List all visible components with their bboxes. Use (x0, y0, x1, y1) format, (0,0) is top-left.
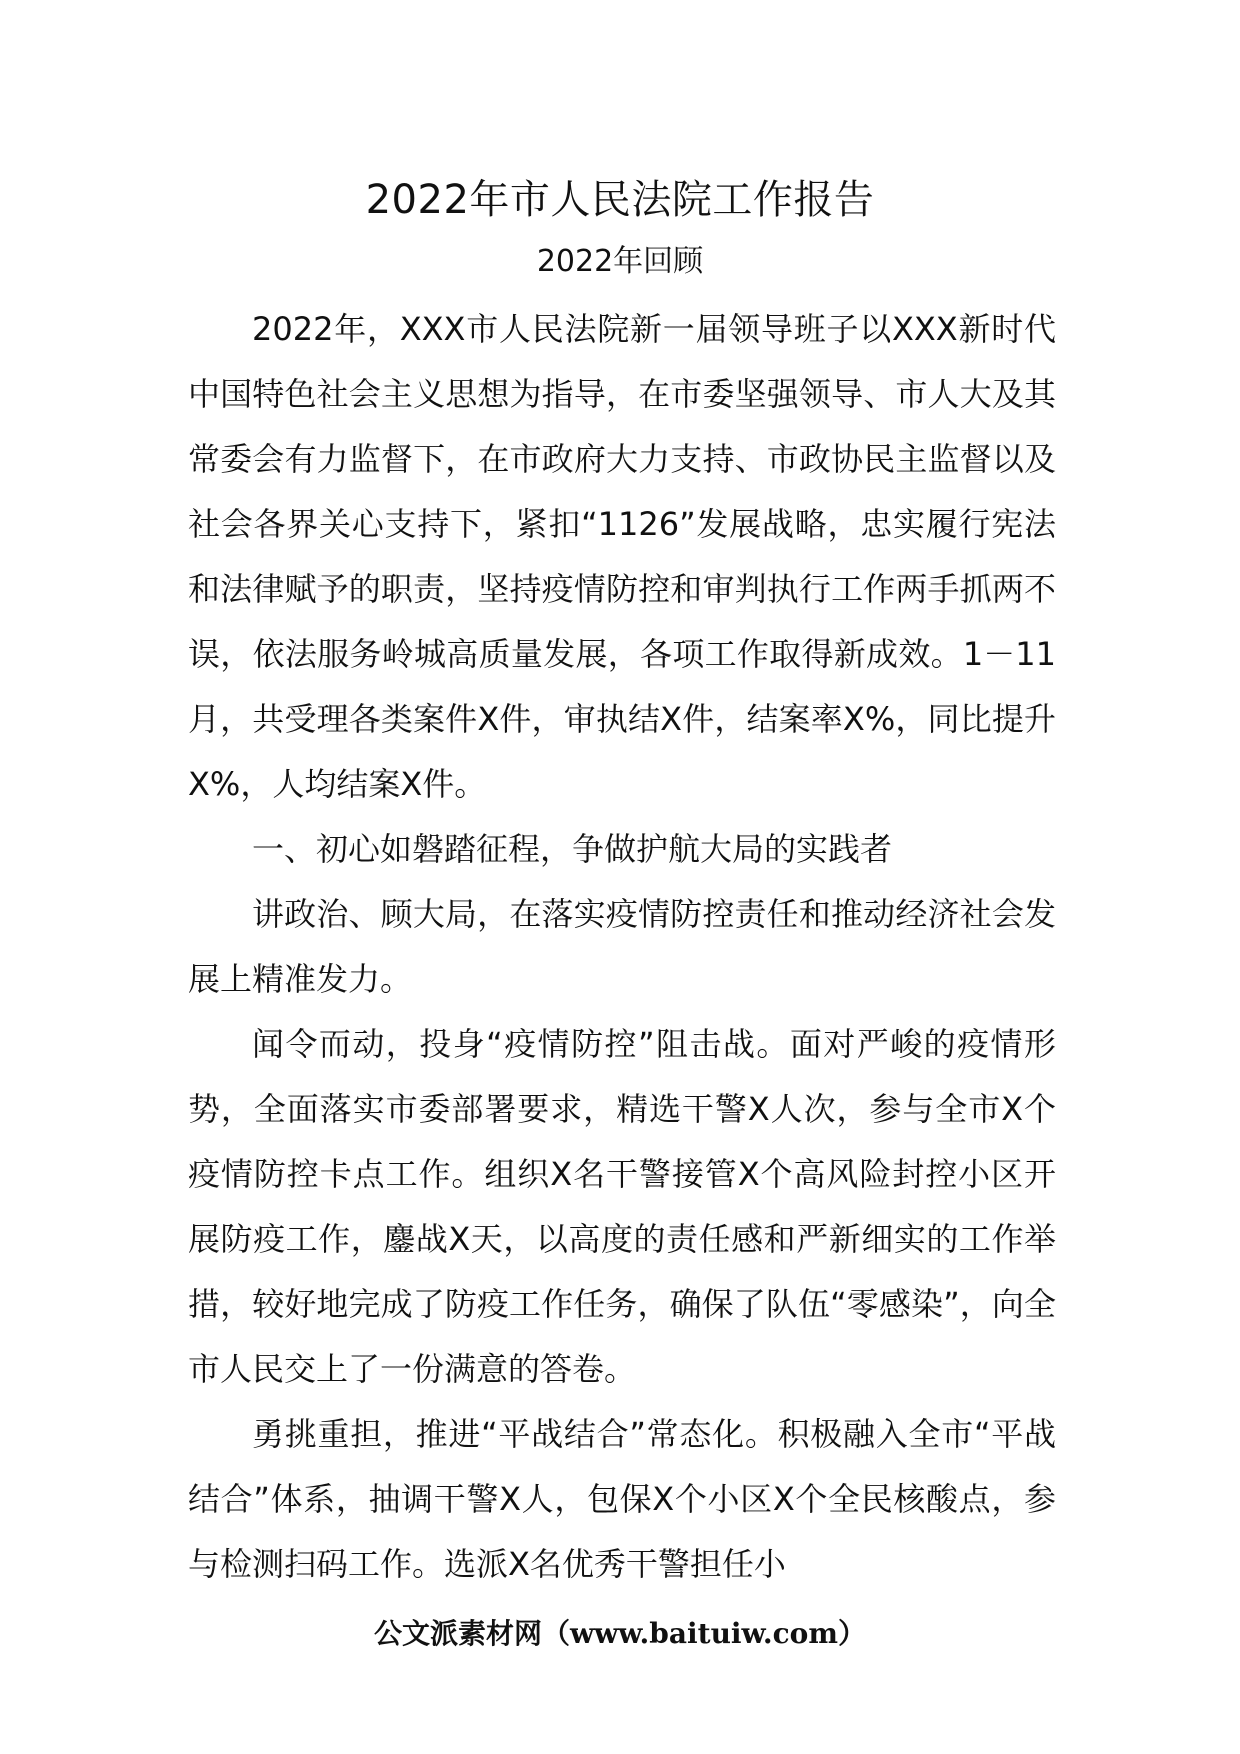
footer-watermark: 公文派素材网（www.baituiw.com） (374, 1617, 866, 1650)
paragraph-peace-war-combination: 勇挑重担，推进“平战结合”常态化。积极融入全市“平战结合”体系，抽调干警X人，包保X个小区X个全民核酸点，参与检测扫码工作。选派X名优秀干警担任小 (188, 1415, 1056, 1583)
paragraph-politics: 讲政治、顾大局，在落实疫情防控责任和推动经济社会发展上精准发力。 (188, 895, 1056, 998)
document-title: 2022年市人民法院工作报告 (365, 177, 875, 223)
document-body (188, 297, 1056, 1597)
paragraph-epidemic-control: 闻令而动，投身“疫情防控”阻击战。面对严峻的疫情形势，全面落实市委部署要求，精选干警X人次，参与全市X个疫情防控卡点工作。组织X名干警接管X个高风险封控小区开展防疫工作，鏖战X天，以高度的责任感和严新细实的工作举措，较好地完成了防疫工作任务，确保了队伍“零感染”，向全市人民交上了一份满意的答卷。 (188, 1025, 1056, 1388)
section-heading: 一、初心如磐踏征程，争做护航大局的实践者 (252, 830, 893, 868)
document-subtitle: 2022年回顾 (536, 244, 704, 279)
paragraph-intro: 2022年，XXX市人民法院新一届领导班子以XXX新时代中国特色社会主义思想为指导，在市委坚强领导、市人大及其常委会有力监督下，在市政府大力支持、市政协民主监督以及社会各界关心支持下，紧扣“1126”发展战略，忠实履行宪法和法律赋予的职责，坚持疫情防控和审判执行工作两手抓两不误，依法服务岭城高质量发展，各项工作取得新成效。1－11月，共受理各类案件X件，审执结X件，结案率X%，同比提升X%，人均结案X件。 (188, 310, 1056, 803)
